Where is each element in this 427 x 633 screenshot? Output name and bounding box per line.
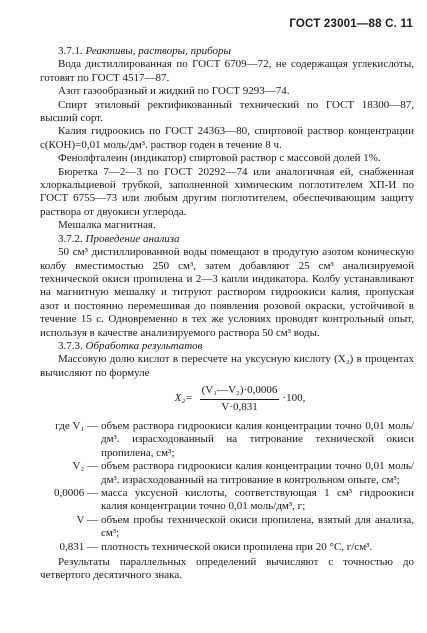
paragraph-nitrogen: Азот газообразный и жидкий по ГОСТ 9293—74. <box>58 85 290 98</box>
definition-label: где V₁ — <box>55 419 98 432</box>
definition-text: масса уксусной кислоты, соответствующая 1 см³ гидроокиси калия концентрации точно 0,01 моль/дм³, г; <box>101 487 414 513</box>
paragraph-formula-intro: Массовую долю кислот в пересчете на уксусную кислоту (X₂) в процентах вычисляют по формуле <box>40 353 414 379</box>
paragraph-potassium-hydroxide: Калия гидроокись по ГОСТ 24363—80, спиртовой раствор концентрации с(КОН)=0,01 моль/дм³. раствор годен в течение 8 ч. <box>40 125 414 151</box>
paragraph-stirrer: Мешалка магнитная. <box>58 219 156 232</box>
formula <box>66 384 414 414</box>
section-number: 3.7.1. <box>58 45 83 57</box>
definition-row <box>40 420 414 460</box>
section-title: Реактивы, растворы, приборы <box>85 45 231 57</box>
running-header: ГОСТ 23001—88 С. 11 <box>289 18 413 30</box>
definition-label: V₂ — <box>72 460 98 473</box>
section-heading-3-7-2 <box>40 233 414 246</box>
formula-rhs: ·100, <box>282 392 306 405</box>
formula-denominator: V·0,831 <box>221 400 258 413</box>
definition-row <box>40 460 414 487</box>
definition-row <box>40 487 414 514</box>
definition-row <box>40 541 414 554</box>
definition-label: 0,831 — <box>59 540 98 553</box>
section-heading-3-7-3 <box>40 340 414 353</box>
document-body <box>40 45 414 583</box>
definition-row <box>40 514 414 541</box>
formula-fraction <box>200 384 280 414</box>
section-number: 3.7.2. <box>58 232 83 245</box>
variable-definitions <box>40 420 414 554</box>
paragraph-burette: Бюретка 7—2—3 по ГОСТ 20292—74 или аналогичная ей, снабженная хлоркальциевой трубкой, заполненной химическим поглотителем ХП-И по ГОСТ 6755—73 или любым другим поглотителем, обеспечивающим защиту раствора от двуокиси углерода. <box>40 165 414 218</box>
paragraph-conclusion: Результаты параллельных определений вычисляют с точностью до четвертого десятичного знака. <box>40 556 414 582</box>
definition-text: объем пробы технической окиси пропилена, взятый для анализа, см³; <box>101 513 414 540</box>
paragraph-ethanol: Спирт этиловый ректификованный технический по ГОСТ 18300—87, высший сорт. <box>40 98 414 125</box>
paragraph-phenolphthalein: Фенолфталеин (индикатор) спиртовой раствор с массовой долей 1%. <box>58 152 381 165</box>
formula-lhs: X₂= <box>174 392 193 405</box>
definition-label: V — <box>76 513 98 526</box>
definition-text: плотность технической окиси пропилена при 20 °С, г/см³. <box>101 540 373 553</box>
formula-numerator: (V₁—V₂)·0,0006 <box>200 384 280 399</box>
section-title: Обработка результатов <box>85 339 203 352</box>
definition-text: объем раствора гидроокиси калия концентрации точно 0,01 моль/дм³. израсходованный на титрование технической окиси пропилена, см³; <box>101 419 414 459</box>
definition-label: 0,0006 — <box>54 487 98 499</box>
section-number: 3.7.3. <box>58 339 83 352</box>
paragraph-water: Вода дистиллированная по ГОСТ 6709—72, не содержащая углекислоты, готовят по ГОСТ 4517—87. <box>40 58 414 84</box>
section-heading-3-7-1 <box>40 45 414 58</box>
paragraph-analysis: 50 см³ дистиллированной воды помещают в продутую азотом коническую колбу вместимостью 250 см³, затем добавляют 25 см³ анализируемой технической окиси пропилена и 2—3 капли индикатора. Колбу устанавливают на магнитную мешалку и титруют раствором гидроокиси калия, пропуская азот и постоянно перемешивая до появления розовой окраски, устойчивой в течение 15 с. Одновременно в тех же условиях проводят контрольный опыт, используя в качестве анализируемого раствора 50 см³ воды. <box>40 246 414 339</box>
definition-text: объем раствора гидроокиси калия концентрации точно 0,01 моль/дм³. израсходованный на титрование в контрольном опыте, см³; <box>101 460 414 486</box>
section-title: Проведение анализа <box>85 232 180 245</box>
